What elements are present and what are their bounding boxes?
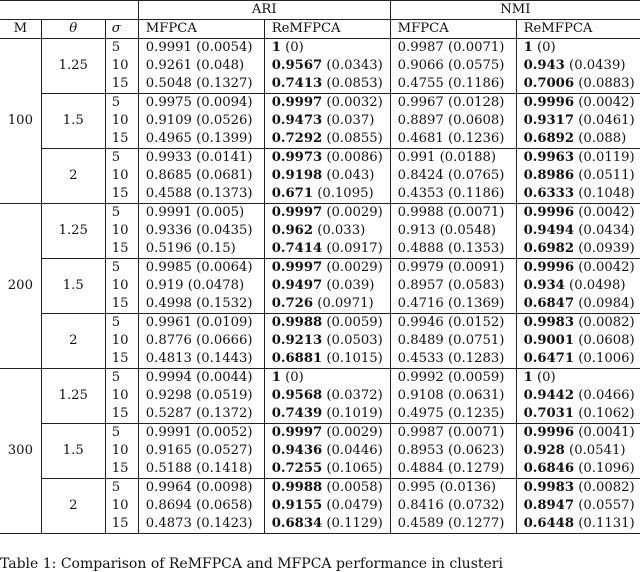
std-value: (0.0029) xyxy=(322,425,383,440)
cell-ari-mfpca: 0.9336 (0.0435) xyxy=(138,222,264,240)
best-value: 1 xyxy=(271,40,281,55)
best-value: 0.9198 xyxy=(271,168,323,183)
table-row xyxy=(0,259,640,278)
cell-ari-remfpca xyxy=(264,185,390,204)
cell-nmi-mfpca: 0.9108 (0.0631) xyxy=(390,387,516,405)
cell-sigma: 10 xyxy=(105,277,138,295)
cell-sigma: 5 xyxy=(105,204,138,223)
table-row xyxy=(0,314,640,333)
std-value: (0.0511) xyxy=(574,168,635,183)
std-value: (0.0086) xyxy=(322,150,383,165)
cell-nmi-remfpca xyxy=(516,167,640,185)
cell-nmi-remfpca xyxy=(516,75,640,94)
std-value: (0.0853) xyxy=(322,76,383,91)
cell-ari-remfpca xyxy=(264,204,390,223)
std-value: (0.1065) xyxy=(322,461,383,476)
cell-ari-remfpca xyxy=(264,130,390,149)
cell-theta: 1.25 xyxy=(41,39,105,94)
cell-ari-remfpca xyxy=(264,497,390,515)
std-value: (0.0541) xyxy=(564,443,626,458)
std-value: (0.0434) xyxy=(574,223,635,238)
cell-ari-mfpca: 0.8694 (0.0658) xyxy=(138,497,264,515)
cell-nmi-remfpca xyxy=(516,39,640,58)
best-value: 0.9983 xyxy=(523,480,575,495)
cell-nmi-remfpca xyxy=(516,130,640,149)
cell-sigma: 10 xyxy=(105,57,138,75)
cell-ari-mfpca: 0.9961 (0.0109) xyxy=(138,314,264,333)
table-caption: Table 1: Comparison of ReMFPCA and MFPCA performance in clusteri xyxy=(0,556,503,572)
cell-ari-mfpca: 0.919 (0.0478) xyxy=(138,277,264,295)
cell-ari-remfpca xyxy=(264,424,390,443)
std-value: (0.1062) xyxy=(574,406,635,421)
std-value: (0) xyxy=(280,370,304,385)
cell-m: 300 xyxy=(0,369,41,534)
best-value: 0.6834 xyxy=(271,516,323,531)
best-value: 0.9317 xyxy=(523,113,575,128)
best-value: 0.6448 xyxy=(523,516,575,531)
std-value: (0.1015) xyxy=(322,351,383,366)
col-header-sigma: σ xyxy=(105,20,138,39)
cell-sigma: 10 xyxy=(105,222,138,240)
cell-nmi-remfpca xyxy=(516,259,640,278)
cell-ari-remfpca xyxy=(264,387,390,405)
table-row xyxy=(0,369,640,388)
std-value: (0.0446) xyxy=(322,443,383,458)
cell-theta: 1.25 xyxy=(41,204,105,259)
cell-nmi-mfpca: 0.4975 (0.1235) xyxy=(390,405,516,424)
std-value: (0.1131) xyxy=(574,516,635,531)
std-value: (0.0917) xyxy=(322,241,383,256)
cell-ari-remfpca xyxy=(264,259,390,278)
cell-nmi-remfpca xyxy=(516,204,640,223)
std-value: (0.0479) xyxy=(322,498,383,513)
table-row xyxy=(0,149,640,168)
std-value: (0.033) xyxy=(313,223,366,238)
cell-nmi-remfpca xyxy=(516,442,640,460)
cell-nmi-remfpca xyxy=(516,277,640,295)
group-header-ari: ARI xyxy=(138,1,390,20)
cell-nmi-mfpca: 0.8957 (0.0583) xyxy=(390,277,516,295)
cell-ari-remfpca xyxy=(264,515,390,534)
header-row-columns xyxy=(0,20,640,39)
cell-sigma: 5 xyxy=(105,369,138,388)
cell-nmi-mfpca: 0.9987 (0.0071) xyxy=(390,39,516,58)
cell-ari-remfpca xyxy=(264,369,390,388)
cell-ari-mfpca: 0.4873 (0.1423) xyxy=(138,515,264,534)
cell-nmi-remfpca xyxy=(516,185,640,204)
cell-sigma: 5 xyxy=(105,94,138,113)
std-value: (0.1048) xyxy=(574,186,635,201)
results-table-body xyxy=(0,1,640,534)
std-value: (0) xyxy=(532,370,556,385)
cell-nmi-mfpca: 0.9992 (0.0059) xyxy=(390,369,516,388)
cell-nmi-remfpca xyxy=(516,479,640,498)
cell-sigma: 5 xyxy=(105,479,138,498)
cell-theta: 2 xyxy=(41,479,105,534)
best-value: 0.9963 xyxy=(523,150,575,165)
best-value: 0.962 xyxy=(271,223,313,238)
cell-ari-remfpca xyxy=(264,460,390,479)
best-value: 0.6881 xyxy=(271,351,323,366)
table-row xyxy=(0,424,640,443)
std-value: (0.1095) xyxy=(313,186,374,201)
cell-nmi-remfpca xyxy=(516,405,640,424)
header-row-groups xyxy=(0,1,640,20)
cell-nmi-mfpca: 0.4884 (0.1279) xyxy=(390,460,516,479)
std-value: (0.0042) xyxy=(574,260,635,275)
best-value: 0.9996 xyxy=(523,260,575,275)
cell-ari-mfpca: 0.5048 (0.1327) xyxy=(138,75,264,94)
col-header-m: M xyxy=(0,20,41,39)
cell-nmi-remfpca xyxy=(516,57,640,75)
best-value: 0.9996 xyxy=(523,95,575,110)
cell-sigma: 10 xyxy=(105,442,138,460)
cell-ari-mfpca: 0.4813 (0.1443) xyxy=(138,350,264,369)
cell-m: 100 xyxy=(7,113,33,128)
best-value: 0.9568 xyxy=(271,388,323,403)
cell-ari-mfpca: 0.9991 (0.0054) xyxy=(138,39,264,58)
table-row xyxy=(0,479,640,498)
best-value: 0.6847 xyxy=(523,296,575,311)
cell-ari-mfpca: 0.4965 (0.1399) xyxy=(138,130,264,149)
std-value: (0.1129) xyxy=(322,516,383,531)
cell-nmi-mfpca: 0.9967 (0.0128) xyxy=(390,94,516,113)
cell-ari-mfpca: 0.8776 (0.0666) xyxy=(138,332,264,350)
best-value: 0.9567 xyxy=(271,58,323,73)
cell-m: 200 xyxy=(0,204,41,369)
cell-nmi-remfpca xyxy=(516,369,640,388)
std-value: (0.043) xyxy=(322,168,375,183)
cell-nmi-mfpca: 0.4533 (0.1283) xyxy=(390,350,516,369)
cell-sigma: 5 xyxy=(105,149,138,168)
cell-nmi-remfpca xyxy=(516,387,640,405)
cell-ari-remfpca xyxy=(264,350,390,369)
cell-nmi-remfpca xyxy=(516,497,640,515)
cell-sigma: 10 xyxy=(105,387,138,405)
std-value: (0.0029) xyxy=(322,260,383,275)
best-value: 0.9473 xyxy=(271,113,323,128)
cell-sigma: 10 xyxy=(105,497,138,515)
cell-ari-remfpca xyxy=(264,75,390,94)
std-value: (0.0343) xyxy=(322,58,383,73)
std-value: (0.0503) xyxy=(322,333,383,348)
cell-nmi-remfpca xyxy=(516,314,640,333)
cell-nmi-remfpca xyxy=(516,515,640,534)
cell-nmi-remfpca xyxy=(516,350,640,369)
cell-sigma: 15 xyxy=(105,405,138,424)
cell-nmi-remfpca xyxy=(516,222,640,240)
cell-sigma: 15 xyxy=(105,75,138,94)
best-value: 0.9996 xyxy=(523,205,575,220)
best-value: 0.9494 xyxy=(523,223,575,238)
std-value: (0.0372) xyxy=(322,388,383,403)
cell-ari-mfpca: 0.5188 (0.1418) xyxy=(138,460,264,479)
std-value: (0.0498) xyxy=(564,278,626,293)
cell-nmi-remfpca xyxy=(516,460,640,479)
best-value: 0.7413 xyxy=(271,76,323,91)
group-header-nmi: NMI xyxy=(390,1,640,20)
best-value: 0.9997 xyxy=(271,425,323,440)
cell-nmi-mfpca: 0.4888 (0.1353) xyxy=(390,240,516,259)
cell-nmi-mfpca: 0.991 (0.0188) xyxy=(390,149,516,168)
std-value: (0.0883) xyxy=(574,76,635,91)
best-value: 0.6471 xyxy=(523,351,575,366)
col-header-ari-mfpca: MFPCA xyxy=(138,20,264,39)
cell-nmi-mfpca: 0.4681 (0.1236) xyxy=(390,130,516,149)
col-header-nmi-remfpca: ReMFPCA xyxy=(516,20,640,39)
cell-sigma: 5 xyxy=(105,259,138,278)
best-value: 0.7255 xyxy=(271,461,323,476)
std-value: (0.0042) xyxy=(574,95,635,110)
cell-sigma: 15 xyxy=(105,295,138,314)
best-value: 0.671 xyxy=(271,186,313,201)
std-value: (0.037) xyxy=(322,113,375,128)
std-value: (0.0439) xyxy=(564,58,626,73)
best-value: 0.9988 xyxy=(271,315,323,330)
cell-sigma: 15 xyxy=(105,240,138,259)
cell-theta: 1.5 xyxy=(41,94,105,149)
cell-ari-mfpca: 0.8685 (0.0681) xyxy=(138,167,264,185)
cell-nmi-remfpca xyxy=(516,149,640,168)
std-value: (0) xyxy=(280,40,304,55)
cell-sigma: 10 xyxy=(105,112,138,130)
best-value: 0.726 xyxy=(271,296,313,311)
cell-nmi-mfpca: 0.8953 (0.0623) xyxy=(390,442,516,460)
std-value: (0.0032) xyxy=(322,95,383,110)
cell-nmi-mfpca: 0.8489 (0.0751) xyxy=(390,332,516,350)
cell-ari-mfpca: 0.5196 (0.15) xyxy=(138,240,264,259)
cell-nmi-remfpca xyxy=(516,424,640,443)
best-value: 0.9213 xyxy=(271,333,323,348)
std-value: (0.0939) xyxy=(574,241,635,256)
cell-nmi-mfpca: 0.995 (0.0136) xyxy=(390,479,516,498)
best-value: 0.9155 xyxy=(271,498,323,513)
cell-ari-remfpca xyxy=(264,57,390,75)
col-header-theta: θ xyxy=(41,20,105,39)
best-value: 0.928 xyxy=(523,443,565,458)
cell-ari-remfpca xyxy=(264,149,390,168)
cell-theta: 1.5 xyxy=(41,424,105,479)
cell-ari-mfpca: 0.9994 (0.0044) xyxy=(138,369,264,388)
cell-ari-mfpca: 0.9109 (0.0526) xyxy=(138,112,264,130)
std-value: (0.0971) xyxy=(313,296,374,311)
best-value: 0.8986 xyxy=(523,168,575,183)
cell-sigma: 15 xyxy=(105,515,138,534)
cell-nmi-mfpca: 0.8424 (0.0765) xyxy=(390,167,516,185)
best-value: 0.9997 xyxy=(271,260,323,275)
cell-ari-remfpca xyxy=(264,39,390,58)
std-value: (0.0042) xyxy=(574,205,635,220)
cell-ari-mfpca: 0.4588 (0.1373) xyxy=(138,185,264,204)
best-value: 0.7292 xyxy=(271,131,323,146)
cell-ari-mfpca: 0.9165 (0.0527) xyxy=(138,442,264,460)
cell-ari-mfpca: 0.5287 (0.1372) xyxy=(138,405,264,424)
cell-ari-remfpca xyxy=(264,314,390,333)
std-value: (0) xyxy=(532,40,556,55)
std-value: (0.1019) xyxy=(322,406,383,421)
cell-ari-mfpca: 0.9991 (0.005) xyxy=(138,204,264,223)
std-value: (0.1096) xyxy=(574,461,635,476)
cell-ari-remfpca xyxy=(264,405,390,424)
cell-nmi-mfpca: 0.4589 (0.1277) xyxy=(390,515,516,534)
cell-ari-remfpca xyxy=(264,240,390,259)
cell-nmi-mfpca: 0.4716 (0.1369) xyxy=(390,295,516,314)
std-value: (0.0461) xyxy=(574,113,635,128)
cell-ari-remfpca xyxy=(264,332,390,350)
best-value: 0.6333 xyxy=(523,186,575,201)
cell-nmi-mfpca: 0.913 (0.0548) xyxy=(390,222,516,240)
cell-nmi-remfpca xyxy=(516,295,640,314)
cell-sigma: 5 xyxy=(105,314,138,333)
best-value: 0.9983 xyxy=(523,315,575,330)
best-value: 1 xyxy=(523,40,533,55)
cell-ari-remfpca xyxy=(264,94,390,113)
cell-sigma: 15 xyxy=(105,130,138,149)
std-value: (0.0557) xyxy=(574,498,635,513)
best-value: 0.7031 xyxy=(523,406,575,421)
std-value: (0.0984) xyxy=(574,296,635,311)
cell-sigma: 15 xyxy=(105,185,138,204)
cell-nmi-remfpca xyxy=(516,240,640,259)
cell-ari-remfpca xyxy=(264,479,390,498)
best-value: 0.9442 xyxy=(523,388,575,403)
cell-theta: 2 xyxy=(41,149,105,204)
best-value: 0.934 xyxy=(523,278,565,293)
std-value: (0.1006) xyxy=(574,351,635,366)
std-value: (0.0041) xyxy=(574,425,635,440)
best-value: 0.9001 xyxy=(523,333,575,348)
best-value: 0.943 xyxy=(523,58,565,73)
cell-nmi-mfpca: 0.9987 (0.0071) xyxy=(390,424,516,443)
cell-nmi-mfpca: 0.8897 (0.0608) xyxy=(390,112,516,130)
std-value: (0.039) xyxy=(322,278,375,293)
cell-ari-remfpca xyxy=(264,442,390,460)
cell-theta: 2 xyxy=(41,314,105,369)
cell-theta: 1.25 xyxy=(41,369,105,424)
cell-nmi-mfpca: 0.9946 (0.0152) xyxy=(390,314,516,333)
cell-theta: 1.5 xyxy=(41,259,105,314)
cell-sigma: 15 xyxy=(105,350,138,369)
cell-ari-remfpca xyxy=(264,222,390,240)
best-value: 0.8947 xyxy=(523,498,575,513)
col-header-ari-remfpca: ReMFPCA xyxy=(264,20,390,39)
best-value: 1 xyxy=(523,370,533,385)
best-value: 0.6892 xyxy=(523,131,575,146)
cell-nmi-remfpca xyxy=(516,94,640,113)
cell-sigma: 15 xyxy=(105,460,138,479)
std-value: (0.088) xyxy=(574,131,627,146)
cell-nmi-mfpca: 0.4353 (0.1186) xyxy=(390,185,516,204)
cell-sigma: 5 xyxy=(105,39,138,58)
cell-ari-mfpca: 0.4998 (0.1532) xyxy=(138,295,264,314)
std-value: (0.0082) xyxy=(574,480,635,495)
cell-nmi-mfpca: 0.9066 (0.0575) xyxy=(390,57,516,75)
table-row xyxy=(0,39,640,58)
best-value: 0.9497 xyxy=(271,278,323,293)
best-value: 1 xyxy=(271,370,281,385)
cell-nmi-mfpca: 0.9988 (0.0071) xyxy=(390,204,516,223)
std-value: (0.0466) xyxy=(574,388,635,403)
cell-ari-mfpca: 0.9298 (0.0519) xyxy=(138,387,264,405)
cell-nmi-mfpca: 0.8416 (0.0732) xyxy=(390,497,516,515)
cell-ari-remfpca xyxy=(264,277,390,295)
best-value: 0.7439 xyxy=(271,406,323,421)
best-value: 0.9973 xyxy=(271,150,323,165)
std-value: (0.0082) xyxy=(574,315,635,330)
col-header-nmi-mfpca: MFPCA xyxy=(390,20,516,39)
best-value: 0.9996 xyxy=(523,425,575,440)
cell-ari-mfpca: 0.9975 (0.0094) xyxy=(138,94,264,113)
cell-ari-mfpca: 0.9933 (0.0141) xyxy=(138,149,264,168)
cell-ari-remfpca xyxy=(264,295,390,314)
best-value: 0.9997 xyxy=(271,95,323,110)
cell-sigma: 10 xyxy=(105,167,138,185)
std-value: (0.0029) xyxy=(322,205,383,220)
cell-nmi-remfpca xyxy=(516,112,640,130)
cell-nmi-mfpca: 0.4755 (0.1186) xyxy=(390,75,516,94)
best-value: 0.9997 xyxy=(271,205,323,220)
best-value: 0.9988 xyxy=(271,480,323,495)
table-row xyxy=(0,204,640,223)
cell-nmi-remfpca xyxy=(516,332,640,350)
best-value: 0.6846 xyxy=(523,461,575,476)
std-value: (0.0608) xyxy=(574,333,635,348)
std-value: (0.0059) xyxy=(322,315,383,330)
cell-ari-mfpca: 0.9964 (0.0098) xyxy=(138,479,264,498)
best-value: 0.6982 xyxy=(523,241,575,256)
std-value: (0.0119) xyxy=(574,150,635,165)
cell-sigma: 5 xyxy=(105,424,138,443)
cell-ari-mfpca: 0.9991 (0.0052) xyxy=(138,424,264,443)
cell-ari-mfpca: 0.9261 (0.048) xyxy=(138,57,264,75)
cell-nmi-mfpca: 0.9979 (0.0091) xyxy=(390,259,516,278)
std-value: (0.0855) xyxy=(322,131,383,146)
cell-sigma: 10 xyxy=(105,332,138,350)
table-row xyxy=(0,94,640,113)
best-value: 0.7414 xyxy=(271,241,323,256)
cell-ari-mfpca: 0.9985 (0.0064) xyxy=(138,259,264,278)
best-value: 0.9436 xyxy=(271,443,323,458)
cell-ari-remfpca xyxy=(264,112,390,130)
cell-ari-remfpca xyxy=(264,167,390,185)
best-value: 0.7006 xyxy=(523,76,575,91)
std-value: (0.0058) xyxy=(322,480,383,495)
